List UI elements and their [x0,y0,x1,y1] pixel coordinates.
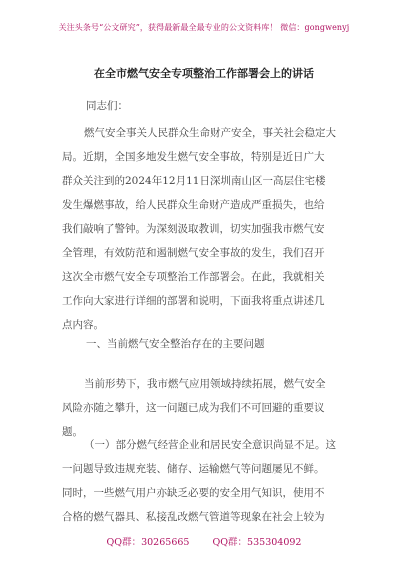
text-line: 点内容。 [62,319,104,331]
text-line: 这次全市燃气安全专项整治工作部署会。在此，我就相关 [62,271,325,283]
text-line: 一问题导致违规充装、储存、运输燃气等问题屡见不鲜。 [62,463,325,475]
text-line: 发生爆燃事故，给人民群众生命财产造成严重损失，也给 [62,199,325,211]
text-line: 全管理，有效防范和遏制燃气安全事故的发生，我们召开 [62,247,325,259]
text-line: 风险亦随之攀升，这一问题已成为我们不可回避的重要议 [62,402,325,414]
text-line: 同时，一些燃气用户亦缺乏必要的安全用气知识，使用不 [62,487,325,499]
text-line: 局。近期，全国多地发生燃气安全事故，特别是近日广大 [62,151,325,163]
text-line: 燃气安全事关人民群众生命财产安全，事关社会稳定大 [84,127,336,139]
qq-group-2: QQ群：535304092 [212,537,302,548]
text-line: 工作向大家进行详细的部署和说明，下面我将重点讲述几 [62,295,325,307]
section-heading-1: 一、当前燃气安全整治存在的主要问题 [86,338,265,350]
top-banner: 关注头条号“公文研究”，获得最新最全最专业的公文资料库！ 微信：gongwenyj [58,23,350,32]
text-line: 合格的燃气器具、私接乱改燃气管道等现象在社会上较为 [62,511,325,523]
text-line: 群众关注到的2024年12月11日深圳南山区一高层住宅楼 [62,175,326,187]
qq-group-1: QQ群：30265665 [106,537,190,548]
text-line: 题。 [62,426,83,438]
footer-qq-groups [0,534,408,548]
document-title: 在全市燃气安全专项整治工作部署会上的讲话 [94,67,314,80]
paragraph-issue-1 [62,433,352,529]
text-line: （一）部分燃气经营企业和居民安全意识尚显不足。这 [84,439,336,451]
salutation: 同志们： [86,100,128,112]
text-line: 当前形势下，我市燃气应用领域持续拓展，燃气安全 [84,378,326,390]
paragraph-intro [62,121,352,337]
text-line: 我们敲响了警钟。为深刻汲取教训，切实加强我市燃气安 [62,223,325,235]
